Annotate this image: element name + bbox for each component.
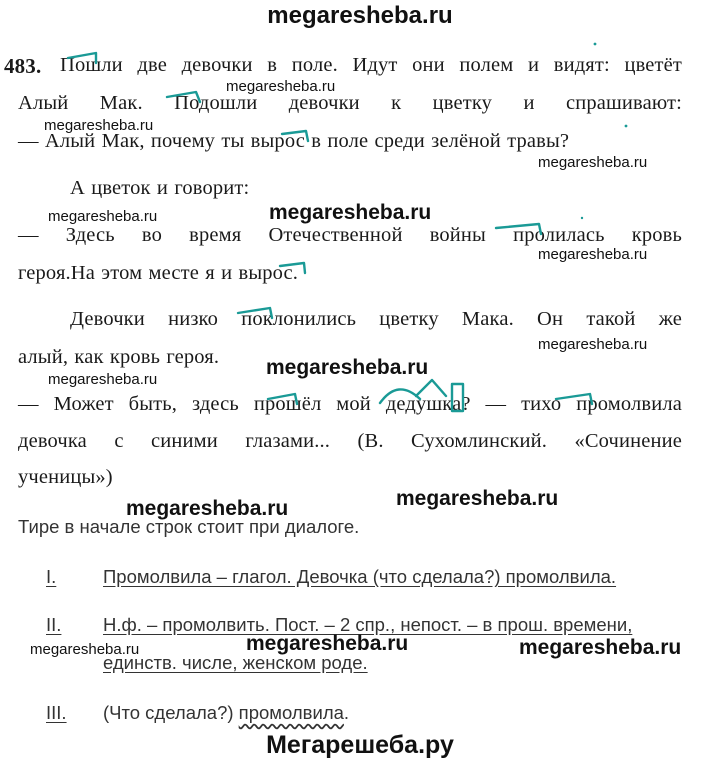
text-line-2: Алый Мак. Подошли девочки к цветку и спрашивают: [18, 92, 682, 114]
text-line-1: Пошли две девочки в поле. Идут они полем и видят: цветёт [60, 54, 682, 76]
watermark: megaresheba.ru [44, 117, 154, 134]
site-header: megaresheba.ru [267, 2, 453, 29]
answer-item-2-line-2: единств. числе, женском роде. [103, 652, 368, 673]
answer-numeral-1: I. [46, 566, 57, 587]
watermark: megaresheba.ru [48, 208, 158, 225]
watermark: megaresheba.ru [538, 336, 648, 353]
watermark-bold: megaresheba.ru [266, 356, 429, 379]
answer-note: Тире в начале строк стоит при диалоге. [18, 516, 360, 537]
site-footer: Мегарешеба.ру [266, 731, 454, 759]
watermark-bold: megaresheba.ru [126, 497, 289, 520]
text-line-4: А цветок и говорит: [70, 177, 250, 199]
answer-item-1: Промолвила – глагол. Девочка (что сделала?) промолвила. [103, 566, 617, 587]
exercise-number: 483. [4, 54, 42, 78]
watermark-bold: megaresheba.ru [269, 201, 432, 224]
watermark: megaresheba.ru [48, 371, 158, 388]
text-line-10: девочка с синими глазами... (В. Сухомлинский. «Сочинение [18, 430, 682, 452]
text-line-7: Девочки низко поклонились цветку Мака. Он такой же [70, 308, 682, 330]
watermark: megaresheba.ru [538, 154, 648, 171]
text-line-11: ученицы») [18, 466, 113, 488]
answer-numeral-3: III. [46, 702, 67, 723]
watermark: megaresheba.ru [226, 78, 336, 95]
text-line-3: — Алый Мак, почему ты вырос в поле среди зелёной травы? [18, 130, 570, 152]
text-line-9: — Может быть, здесь прошёл мой дедушка? — тихо промолвила [18, 393, 682, 415]
answer-numeral-2: II. [46, 614, 62, 635]
watermark-bold: megaresheba.ru [396, 487, 559, 510]
answer-item-3: (Что сделала?) промолвила. [103, 702, 350, 723]
answer-item-3-word: промолвила [238, 702, 344, 723]
watermark: megaresheba.ru [30, 641, 140, 658]
text-line-6: героя.На этом месте я и вырос. [18, 262, 299, 284]
watermark-bold: megaresheba.ru [246, 632, 409, 655]
watermark-bold: megaresheba.ru [519, 636, 682, 659]
answer-item-2-line-1: Н.ф. – промолвить. Пост. – 2 спр., непост. – в прош. времени, [103, 614, 633, 635]
watermark: megaresheba.ru [538, 246, 648, 263]
text-line-8: алый, как кровь героя. [18, 346, 220, 368]
text-line-5: — Здесь во время Отечественной войны пролилась кровь [18, 224, 682, 246]
